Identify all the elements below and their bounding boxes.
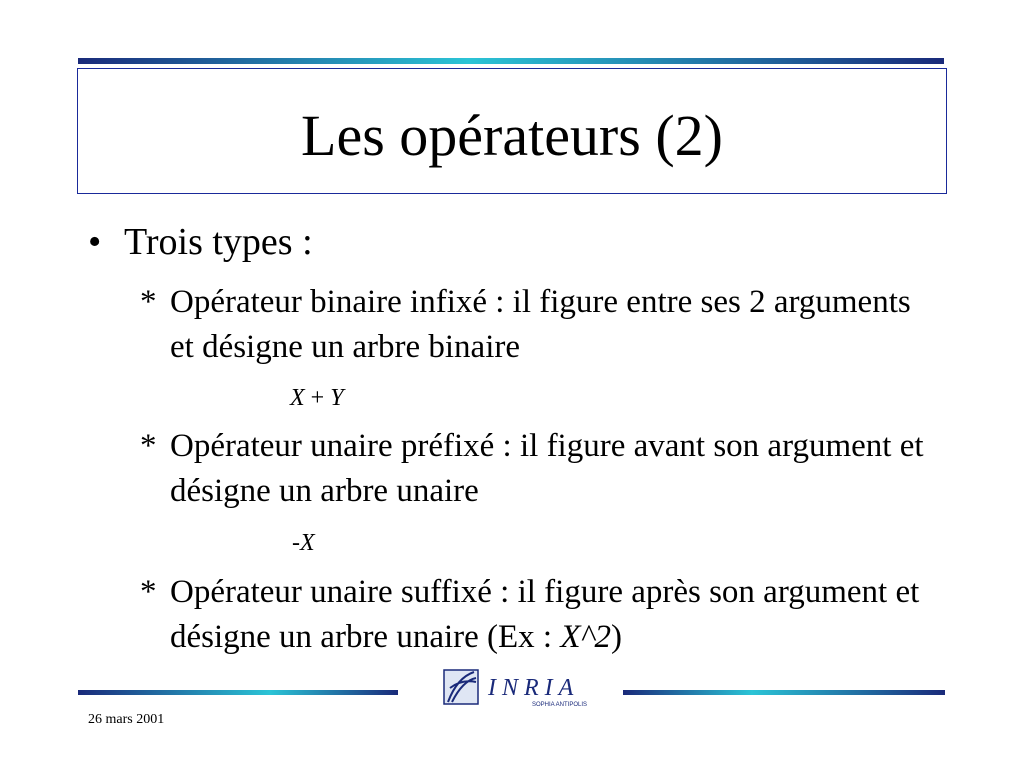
list-item-infixe [140,280,940,370]
slide-title: Les opérateurs (2) [301,103,723,168]
example-left: X [290,385,305,411]
bullet-marker: • [88,221,102,263]
top-rule [78,58,944,64]
item-text-italic: X^2 [560,619,611,655]
example-prefixe [292,528,315,558]
example-operator: + [310,385,325,411]
item-text [140,570,940,660]
example-var: X [300,530,315,556]
item-text: Opérateur binaire infixé : il figure entre ses 2 arguments et désigne un arbre binaire [170,284,911,365]
example-right: Y [330,385,344,411]
inria-logo [442,668,600,710]
example-dash: - [292,530,300,556]
item-marker: * [140,574,157,610]
footer-date: 26 mars 2001 [88,712,165,727]
item-text: Opérateur unaire préfixé : il figure avant son argument et désigne un arbre unaire [170,428,924,509]
example-infixe [290,383,344,413]
bullet-trois-types [88,218,313,266]
item-text-after: ) [610,619,622,655]
bullet-text: Trois types : [124,221,313,263]
bottom-rule-left [78,690,398,695]
list-item-suffixe [140,570,940,660]
logo-subtext: SOPHIA ANTIPOLIS [532,702,588,708]
bottom-rule-right [623,690,945,695]
item-marker: * [140,284,157,320]
item-text-before: Opérateur unaire suffixé : il figure après son argument et désigne un arbre unaire (Ex : [170,574,920,655]
item-marker: * [140,428,157,464]
logo-text: INRIA [488,675,580,701]
list-item-prefixe [140,424,940,514]
